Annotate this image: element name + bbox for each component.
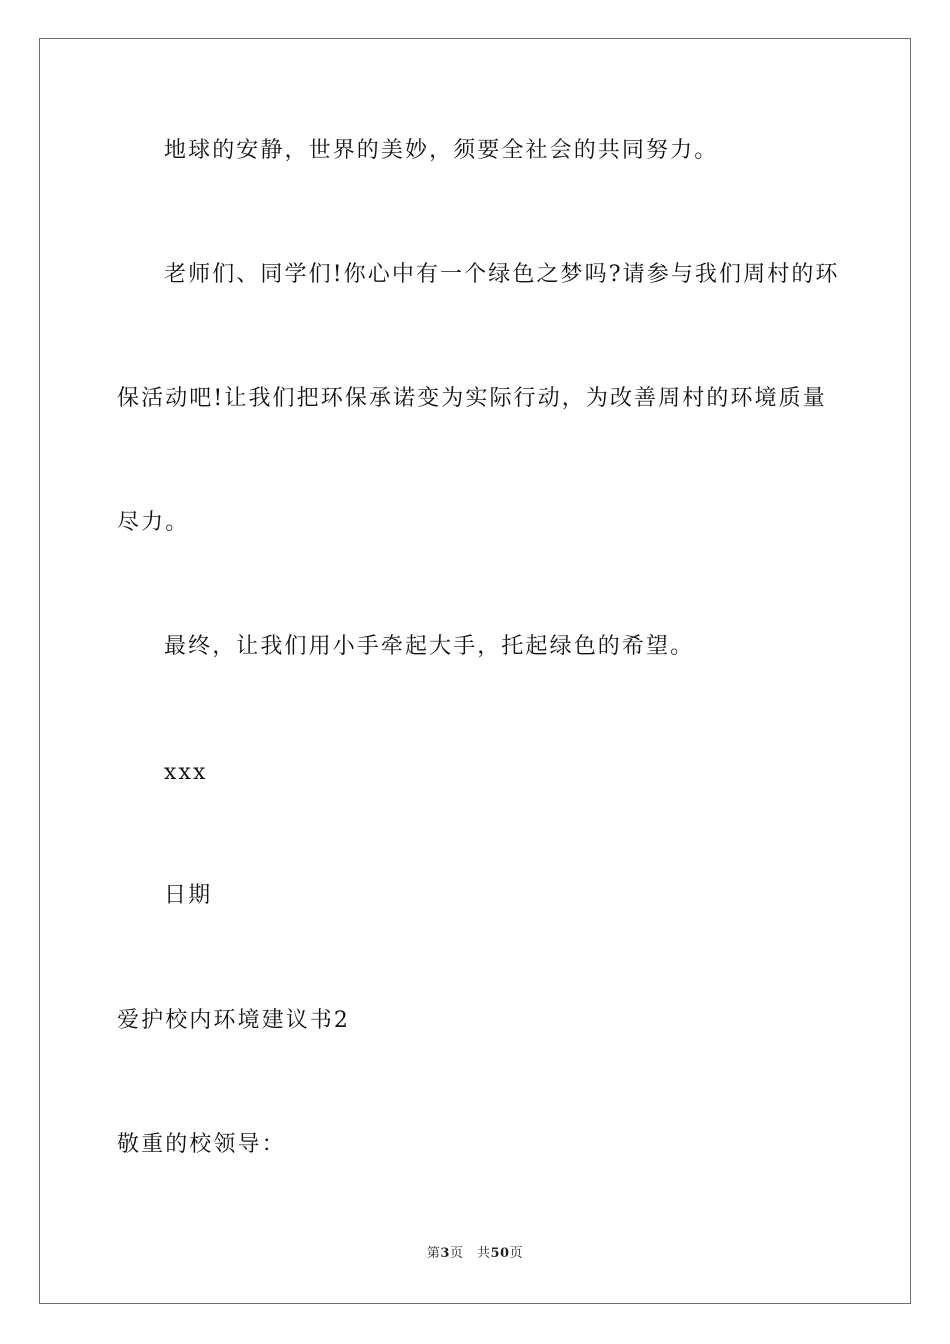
signature: xxx (164, 760, 208, 785)
footer-page-prefix: 第 (426, 1246, 441, 1261)
paragraph-green-dream-end: 尽力。 (117, 510, 190, 535)
section-heading: 爱护校内环境建议书2 (117, 1008, 350, 1033)
paragraph-green-dream-cont: 保活动吧!让我们把环保承诺变为实际行动，为改善周村的环境质量 (117, 386, 827, 411)
page-border (39, 38, 911, 1304)
paragraph-green-dream: 老师们、同学们!你心中有一个绿色之梦吗?请参与我们周村的环 (164, 262, 840, 287)
footer-current-page: 3 (440, 1246, 450, 1261)
page-footer (0, 1244, 950, 1264)
footer-page-suffix: 页 (509, 1246, 524, 1261)
salutation: 敬重的校领导： (117, 1132, 286, 1157)
date-label: 日期 (164, 883, 213, 908)
paragraph-earth-peace: 地球的安静，世界的美妙，须要全社会的共同努力。 (164, 138, 719, 163)
footer-total-pages: 50 (490, 1246, 510, 1261)
footer-page-mid: 页 共 (449, 1246, 491, 1261)
paragraph-final: 最终，让我们用小手牵起大手，托起绿色的希望。 (164, 634, 695, 659)
